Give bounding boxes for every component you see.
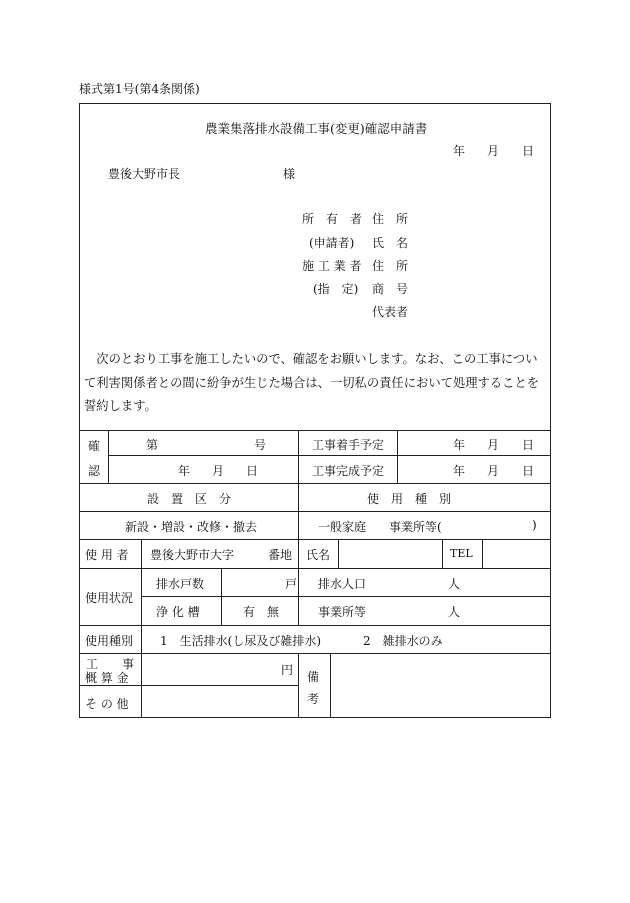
divider (108, 430, 109, 483)
divider (298, 653, 299, 718)
confirmation-day: 日 (246, 464, 259, 478)
confirmation-number-suffix: 号 (254, 438, 267, 452)
divider (79, 653, 551, 654)
business-option-close: ) (532, 518, 537, 532)
confirmation-number-prefix: 第 (146, 438, 159, 452)
confirmation-year: 年 (178, 464, 191, 478)
business-option: 事業所等( (389, 520, 442, 534)
representative-label: 代表者 (372, 305, 409, 319)
usage-type-label: 使用種別 (85, 634, 134, 648)
confirmation-label-top: 確 (88, 439, 101, 453)
applicant-name-label: 氏 名 (372, 236, 409, 250)
addressee-name: 豊後大野市長 (108, 167, 181, 181)
usage-type-option-2: 2 雑排水のみ (363, 634, 443, 648)
contractor-address-label: 住 所 (372, 259, 409, 273)
divider (79, 483, 551, 484)
install-options: 新設・増設・改修・撤去 (125, 520, 258, 534)
addressee-honorific: 様 (283, 167, 296, 181)
cost-label-line2: 概 算 金 (85, 671, 129, 685)
install-category-header: 設 置 区 分 (147, 492, 232, 506)
notes-label-bottom: 考 (307, 692, 320, 706)
divider (397, 430, 398, 483)
end-month: 月 (487, 464, 500, 478)
owner-address-label: 住 所 (372, 212, 409, 226)
other-label: そ の 他 (85, 697, 129, 711)
drain-households-unit: 戸 (285, 577, 298, 591)
user-address-suffix: 番地 (268, 548, 293, 562)
divider (221, 568, 222, 625)
start-month: 月 (487, 438, 500, 452)
divider (141, 596, 551, 597)
drain-population-label: 排水人口 (318, 577, 367, 591)
divider (141, 653, 142, 718)
cost-unit: 円 (281, 663, 294, 677)
divider (79, 625, 551, 626)
divider (330, 653, 331, 718)
divider (141, 625, 142, 653)
cost-label-line1: 工 事 (86, 657, 135, 671)
date-day: 日 (522, 144, 535, 158)
household-option: 一般家庭 (318, 520, 367, 534)
divider (79, 430, 551, 431)
trade-name-label: 商 号 (372, 282, 409, 296)
user-name-label: 氏名 (306, 548, 331, 562)
start-year: 年 (453, 438, 466, 452)
applicant-paren-label: (申請者) (309, 236, 355, 250)
divider (442, 539, 443, 568)
form-title: 農業集落排水設備工事(変更)確認申請書 (205, 121, 428, 136)
date-month: 月 (487, 144, 500, 158)
form-number: 様式第1号(第4条関係) (79, 82, 200, 96)
usage-type-option-1: 1 生活排水(し尿及び雑排水) (160, 634, 321, 648)
end-date-label: 工事完成予定 (312, 464, 385, 478)
user-label: 使 用 者 (85, 548, 129, 562)
confirmation-label-bottom: 認 (88, 464, 101, 478)
septic-tank-options: 有 無 (243, 605, 280, 619)
divider (108, 455, 551, 456)
divider (79, 511, 551, 512)
user-tel-label: TEL (450, 547, 473, 560)
business-count-unit: 人 (448, 605, 461, 619)
usage-status-label: 使用状況 (85, 591, 134, 605)
drain-population-unit: 人 (448, 577, 461, 591)
divider (79, 568, 551, 569)
designated-paren-label: (指 定) (313, 282, 359, 296)
divider (298, 568, 299, 625)
pledge-paragraph: 次のとおり工事を施工したいので、確認をお願いします。なお、この工事について利害関係者との間に紛争が生じた場合は、一切私の責任において処理することを誓約します。 (84, 352, 539, 413)
divider (338, 539, 339, 568)
divider (298, 430, 299, 539)
confirmation-month: 月 (212, 464, 225, 478)
septic-tank-label: 浄 化 槽 (156, 605, 200, 619)
divider (298, 539, 299, 568)
divider (141, 568, 142, 625)
contractor-label: 施 工 業 者 (302, 259, 362, 273)
owner-label: 所 有 者 (302, 212, 363, 226)
end-year: 年 (453, 464, 466, 478)
date-year: 年 (453, 144, 466, 158)
start-day: 日 (522, 438, 535, 452)
end-day: 日 (522, 464, 535, 478)
drain-households-label: 排水戸数 (156, 577, 205, 591)
business-count-label: 事業所等 (318, 605, 367, 619)
usage-category-header: 使 用 種 別 (367, 492, 452, 506)
divider (79, 539, 551, 540)
divider (141, 539, 142, 568)
start-date-label: 工事着手予定 (312, 438, 385, 452)
divider (482, 539, 483, 568)
user-address-prefix: 豊後大野市大字 (150, 548, 235, 562)
notes-label-top: 備 (307, 670, 320, 684)
